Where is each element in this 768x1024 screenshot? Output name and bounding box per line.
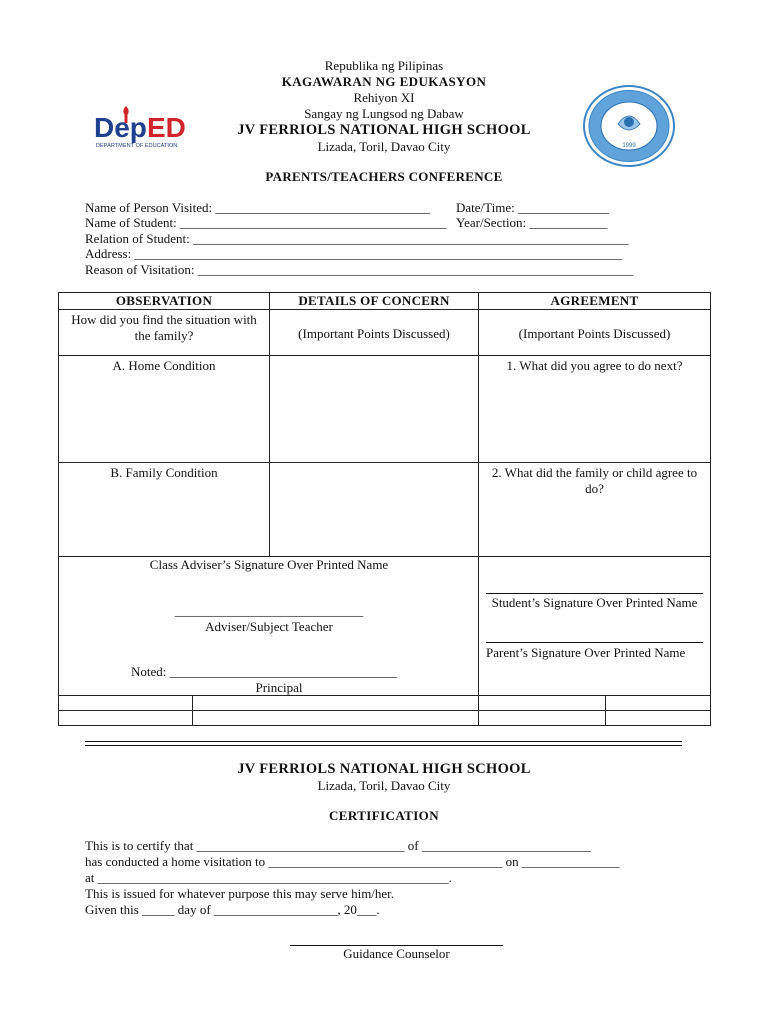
republic-line: Republika ng Pilipinas (324, 58, 444, 73)
header-details: DETAILS OF CONCERN (270, 293, 479, 310)
cert-title: CERTIFICATION (329, 808, 439, 823)
field-date-time[interactable]: Date/Time: ______________ (456, 200, 609, 215)
cert-line-4: This is issued for whatever purpose this may serve him/her. (85, 886, 395, 901)
svg-text:ED: ED (147, 112, 186, 143)
home-condition-label: A. Home Condition (112, 358, 216, 373)
school-address: Lizada, Toril, Davao City (317, 139, 451, 154)
field-student-name[interactable]: Name of Student: _________________________________________ (85, 215, 447, 230)
home-details-cell[interactable] (270, 356, 479, 463)
school-name: JV FERRIOLS NATIONAL HIGH SCHOOL (237, 122, 531, 138)
adviser-signature-cell (59, 557, 479, 696)
student-parent-signature-cell (479, 557, 711, 696)
section-separator (85, 741, 682, 746)
blank-cell[interactable] (479, 711, 606, 726)
details-prompt: (Important Points Discussed) (270, 310, 479, 356)
blank-cell[interactable] (479, 696, 606, 711)
blank-cell[interactable] (193, 711, 479, 726)
family-condition-label: B. Family Condition (110, 465, 218, 480)
department-line: KAGAWARAN NG EDUKASYON (281, 74, 487, 89)
agree-q1-label: 1. What did you agree to do next? (506, 358, 683, 373)
svg-text:Dep: Dep (94, 112, 147, 143)
agree-q2-label: 2. What did the family or child agree to do? (491, 465, 698, 496)
blank-cell[interactable] (59, 696, 193, 711)
parent-sig-label: Parent’s Signature Over Printed Name (486, 645, 686, 660)
observation-prompt: How did you find the situation with the family? (59, 310, 270, 356)
adviser-role: Adviser/Subject Teacher (205, 619, 333, 634)
division-line: Sangay ng Lungsod ng Dabaw (304, 106, 464, 121)
cert-line-3[interactable]: at ______________________________________________________. (85, 870, 452, 885)
adviser-sig-line[interactable]: _____________________________ (174, 603, 364, 618)
field-address[interactable]: Address: ___________________________________________________________________________ (85, 246, 622, 261)
field-year-section[interactable]: Year/Section: ____________ (456, 215, 608, 230)
seal-year: 1999 (622, 143, 636, 149)
field-relation[interactable]: Relation of Student: ___________________________________________________________________ (85, 231, 629, 246)
counselor-role: Guidance Counselor (343, 946, 450, 961)
family-condition-cell[interactable] (59, 463, 270, 557)
cert-line-1[interactable]: This is to certify that ________________________________ of __________________________ (85, 838, 591, 853)
field-reason[interactable]: Reason of Visitation: ___________________________________________________________________ (85, 262, 634, 277)
blank-cell[interactable] (193, 696, 479, 711)
home-condition-cell[interactable] (59, 356, 270, 463)
cert-line-5[interactable]: Given this _____ day of ___________________, 20___. (85, 902, 380, 917)
adviser-sig-label: Class Adviser’s Signature Over Printed Name (149, 557, 389, 572)
agree-q2-cell[interactable] (479, 463, 711, 557)
conference-table (58, 292, 711, 726)
cert-line-2[interactable]: has conducted a home visitation to ____________________________________ on _______________ (85, 854, 620, 869)
region-line: Rehiyon XI (353, 90, 415, 105)
header-observation: OBSERVATION (59, 293, 270, 310)
student-sig-label: Student’s Signature Over Printed Name (491, 595, 698, 610)
blank-cell[interactable] (606, 696, 711, 711)
student-signature-line[interactable] (486, 593, 703, 594)
principal-label: Principal (255, 680, 303, 695)
noted-line[interactable]: Noted: ___________________________________ (131, 664, 398, 679)
agreement-prompt: (Important Points Discussed) (479, 310, 711, 356)
field-person-visited[interactable]: Name of Person Visited: _________________________________ (85, 200, 430, 215)
deped-logo-subtext: DEPARTMENT OF EDUCATION (96, 143, 178, 149)
parent-signature-line[interactable] (486, 642, 703, 643)
family-details-cell[interactable] (270, 463, 479, 557)
blank-cell[interactable] (606, 711, 711, 726)
cert-school-name: JV FERRIOLS NATIONAL HIGH SCHOOL (237, 761, 531, 777)
form-title: PARENTS/TEACHERS CONFERENCE (265, 169, 503, 184)
agree-q1-cell[interactable] (479, 356, 711, 463)
cert-school-address: Lizada, Toril, Davao City (317, 778, 451, 793)
blank-cell[interactable] (59, 711, 193, 726)
header-agreement: AGREEMENT (479, 293, 711, 310)
